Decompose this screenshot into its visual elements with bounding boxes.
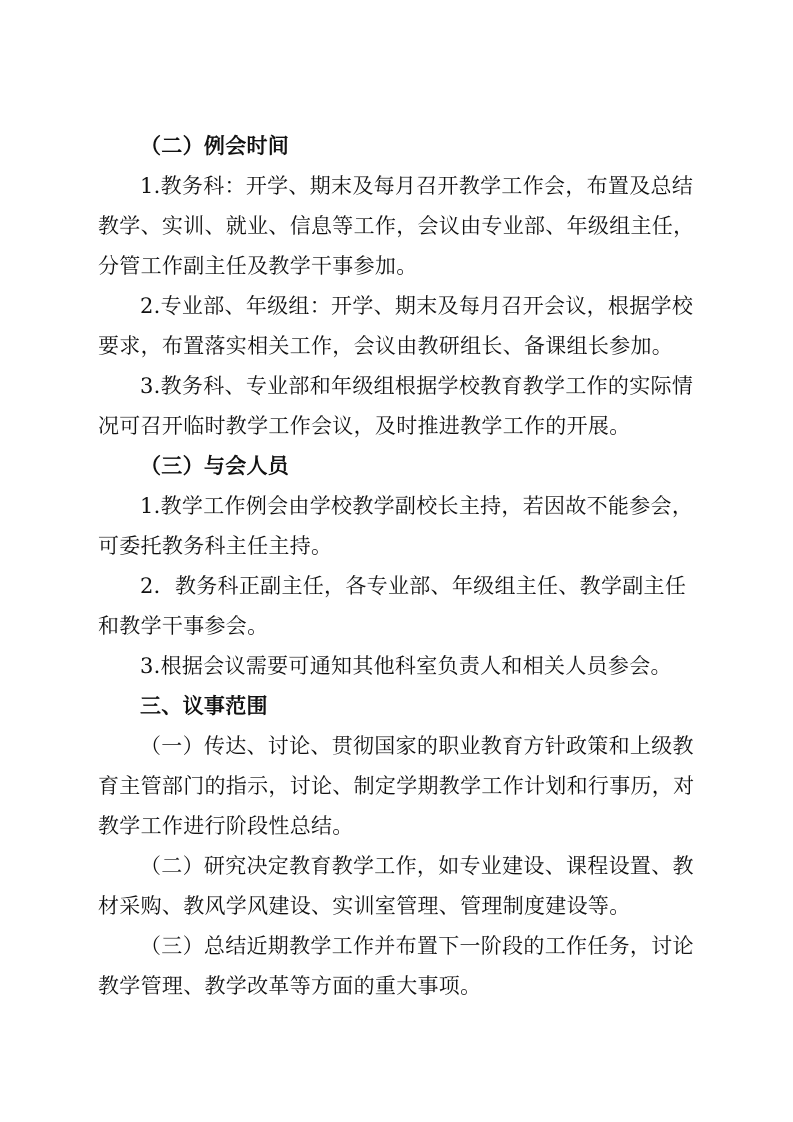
paragraph-line: 材采购、教风学风建设、实训室管理、管理制度建设等。 [98,894,631,918]
section-heading-meeting-time: （二）例会时间 [140,134,290,158]
paragraph-other-attendees [98,646,698,686]
paragraph-line: 2.专业部、年级组：开学、期末及每月召开会议，根据学校 [140,294,694,318]
paragraph-line: 教学工作进行阶段性总结。 [98,814,354,838]
paragraph-line: 教学管理、教学改革等方面的重大事项。 [98,974,482,998]
paragraph-line: （二）研究决定教育教学工作，如专业建设、课程设置、教 [140,854,694,878]
paragraph-line: 要求，布置落实相关工作，会议由教研组长、备课组长参加。 [98,334,674,358]
section-heading-attendees: （三）与会人员 [140,454,290,478]
paragraph-line: （三）总结近期教学工作并布置下一阶段的工作任务，讨论 [140,934,694,958]
chapter-heading-scope: 三、议事范围 [140,694,268,718]
paragraph-line: 育主管部门的指示，讨论、制定学期教学工作计划和行事历，对 [98,774,695,798]
paragraph-line: 和教学干事参会。 [98,614,269,638]
paragraph-line: （一）传达、讨论、贯彻国家的职业教育方针政策和上级教 [140,734,694,758]
document-body [98,126,698,1006]
paragraph-temporary-meetings [98,366,698,446]
paragraph-scope-one [98,726,698,846]
paragraph-departments [98,286,698,366]
paragraph-line: 况可召开临时教学工作会议，及时推进教学工作的开展。 [98,414,631,438]
paragraph-line: 1.教务科：开学、期末及每月召开教学工作会，布置及总结 [140,174,694,198]
paragraph-line: 3.教务科、专业部和年级组根据学校教育教学工作的实际情 [140,374,694,398]
paragraph-line: 2．教务科正副主任，各专业部、年级组主任、教学副主任 [140,574,687,598]
paragraph-line: 3.根据会议需要可通知其他科室负责人和相关人员参会。 [140,654,672,678]
paragraph-participants [98,566,698,646]
paragraph-academic-affairs [98,166,698,286]
paragraph-scope-two [98,846,698,926]
paragraph-line: 可委托教务科主任主持。 [98,534,333,558]
paragraph-line: 教学、实训、就业、信息等工作，会议由专业部、年级组主任， [98,214,695,238]
paragraph-scope-three [98,926,698,1006]
paragraph-chair [98,486,698,566]
paragraph-line: 分管工作副主任及教学干事参加。 [98,254,418,278]
paragraph-line: 1.教学工作例会由学校教学副校长主持，若因故不能参会， [140,494,694,518]
